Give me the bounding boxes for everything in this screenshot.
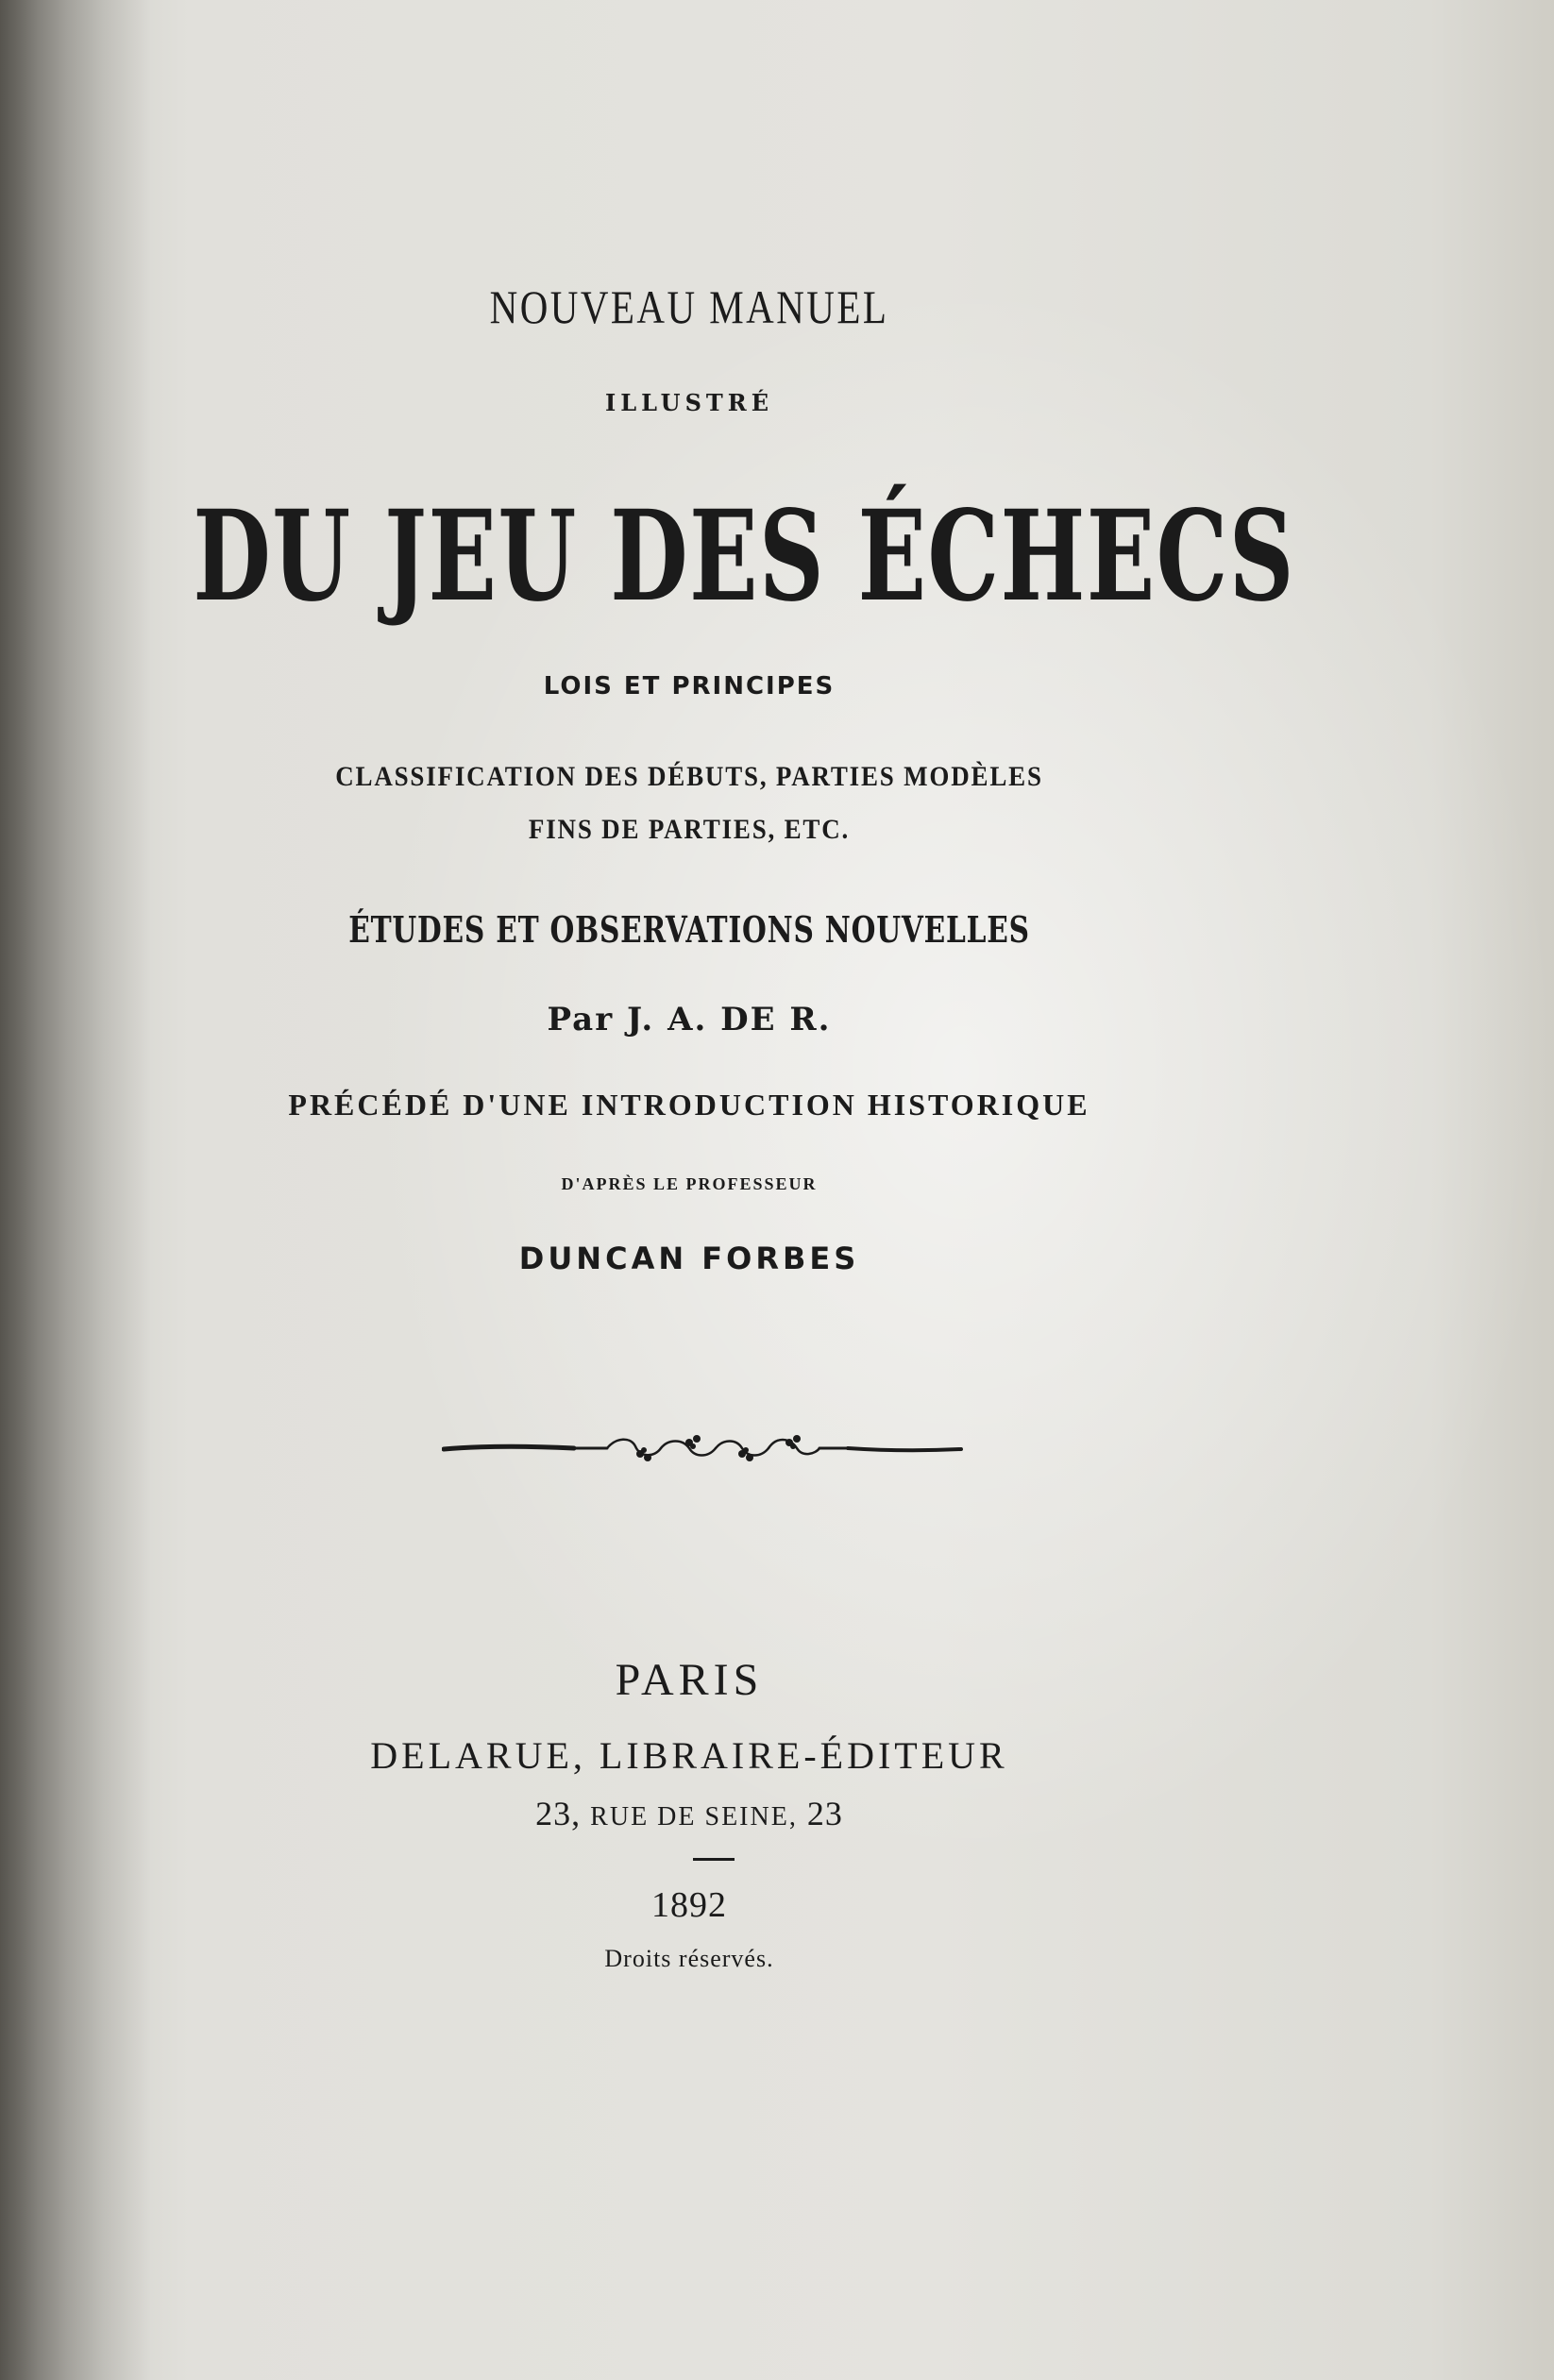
subtitle-laws: LOIS ET PRINCIPES (543, 672, 836, 700)
series-title: NOUVEAU MANUEL (489, 280, 889, 333)
classification-line-1: CLASSIFICATION DES DÉBUTS, PARTIES MODÈLES (335, 761, 1043, 792)
imprint-city: PARIS (615, 1655, 764, 1705)
after-professor-line: D'APRÈS LE PROFESSEUR (561, 1174, 818, 1193)
rights-notice: Droits réservés. (604, 1945, 774, 1972)
studies-line: ÉTUDES ET OBSERVATIONS NOUVELLES (348, 908, 1030, 951)
illustrated-label: ILLUSTRÉ (604, 389, 774, 416)
imprint-rule (693, 1858, 735, 1861)
professor-name: DUNCAN FORBES (518, 1241, 860, 1276)
main-title: DU JEU DES ÉCHECS (193, 483, 1295, 630)
address-number-left: 23, (535, 1795, 582, 1832)
ornament-divider-icon (442, 1426, 963, 1473)
imprint-year: 1892 (651, 1885, 727, 1925)
imprint-address (0, 1794, 1378, 1833)
author-line: Par J. A. DE R. (547, 1001, 832, 1038)
address-number-right: 23 (806, 1795, 843, 1832)
preceded-line: PRÉCÉDÉ D'UNE INTRODUCTION HISTORIQUE (288, 1088, 1090, 1122)
address-street: RUE DE SEINE, (590, 1802, 798, 1831)
imprint-publisher: DELARUE, LIBRAIRE-ÉDITEUR (370, 1734, 1008, 1777)
classification-line-2: FINS DE PARTIES, ETC. (528, 814, 851, 845)
